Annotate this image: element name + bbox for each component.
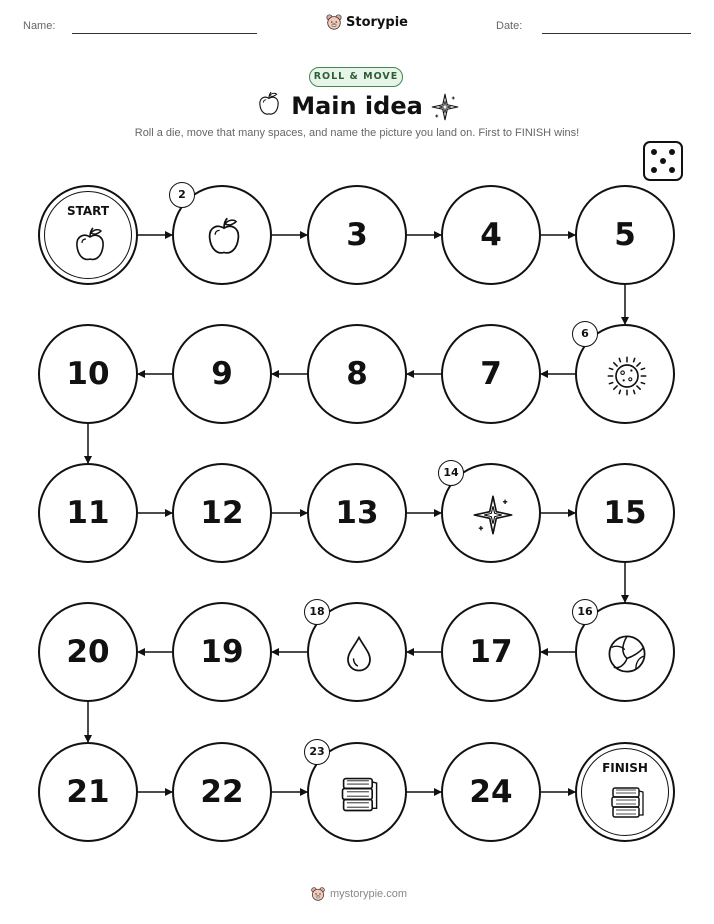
die-pip (660, 158, 666, 164)
start-label: START (66, 204, 110, 218)
board-space[interactable] (441, 602, 541, 702)
die-pip (651, 167, 657, 173)
bear-logo-icon (310, 886, 326, 902)
board-space[interactable] (441, 742, 541, 842)
board-space[interactable] (575, 185, 675, 285)
board-space[interactable] (575, 324, 675, 424)
finish-label: FINISH (602, 761, 648, 775)
space-number: 7 (480, 356, 502, 392)
space-number-badge: 6 (572, 321, 598, 347)
date-line[interactable] (542, 33, 691, 34)
space-number-badge: 23 (304, 739, 330, 765)
board-space[interactable] (172, 742, 272, 842)
board-space[interactable] (441, 185, 541, 285)
space-number: 20 (66, 634, 110, 670)
space-number: 8 (346, 356, 368, 392)
space-number: 10 (66, 356, 110, 392)
board-space[interactable] (441, 324, 541, 424)
board-space[interactable] (172, 185, 272, 285)
footer-site: mystorypie.com (330, 888, 408, 900)
name-label: Name: (23, 20, 56, 32)
space-number: 5 (614, 217, 636, 253)
space-number: 19 (200, 634, 244, 670)
space-number: 4 (480, 217, 502, 253)
sparkle-icon (430, 92, 460, 122)
space-number: 15 (603, 495, 647, 531)
board-space[interactable] (38, 742, 138, 842)
finish-space[interactable] (575, 742, 675, 842)
board-space[interactable] (575, 463, 675, 563)
brand (325, 13, 408, 31)
board-space[interactable] (307, 463, 407, 563)
board-space[interactable] (307, 742, 407, 842)
space-number: 11 (66, 495, 110, 531)
activity-tag: ROLL & MOVE (309, 67, 403, 87)
page-title: Main idea (291, 92, 423, 120)
water-drop-icon (337, 632, 381, 676)
space-number: 12 (200, 495, 244, 531)
volleyball-icon (605, 632, 649, 676)
space-number: 17 (469, 634, 513, 670)
space-number: 13 (335, 495, 379, 531)
space-number: 9 (211, 356, 233, 392)
die-pip (651, 149, 657, 155)
board-space[interactable] (441, 463, 541, 563)
board-space[interactable] (38, 463, 138, 563)
space-number-badge: 16 (572, 599, 598, 625)
space-number: 24 (469, 774, 513, 810)
apple-icon (255, 90, 283, 118)
footer (310, 886, 407, 902)
space-number-badge: 14 (438, 460, 464, 486)
board-space[interactable] (172, 602, 272, 702)
space-number: 3 (346, 217, 368, 253)
books-icon (337, 772, 381, 816)
board-space[interactable] (38, 324, 138, 424)
die-icon (643, 141, 683, 181)
brand-name: Storypie (346, 14, 408, 30)
die-pip (669, 167, 675, 173)
board-space[interactable] (575, 602, 675, 702)
books-icon (607, 782, 647, 822)
start-space[interactable] (38, 185, 138, 285)
space-number-badge: 2 (169, 182, 195, 208)
space-number: 22 (200, 774, 244, 810)
board-space[interactable] (307, 324, 407, 424)
board-space[interactable] (172, 463, 272, 563)
date-label: Date: (496, 20, 523, 32)
bear-logo-icon (325, 13, 343, 31)
die-pip (669, 149, 675, 155)
space-number: 21 (66, 774, 110, 810)
sun-icon (605, 354, 649, 398)
board-space[interactable] (172, 324, 272, 424)
board-space[interactable] (307, 602, 407, 702)
board-space[interactable] (307, 185, 407, 285)
name-line[interactable] (72, 33, 257, 34)
sparkle-icon (471, 493, 515, 537)
space-number-badge: 18 (304, 599, 330, 625)
apple-icon (70, 225, 110, 265)
instructions: Roll a die, move that many spaces, and name the picture you land on. First to FINISH wins! (134, 127, 580, 139)
apple-icon (202, 215, 246, 259)
board-space[interactable] (38, 602, 138, 702)
